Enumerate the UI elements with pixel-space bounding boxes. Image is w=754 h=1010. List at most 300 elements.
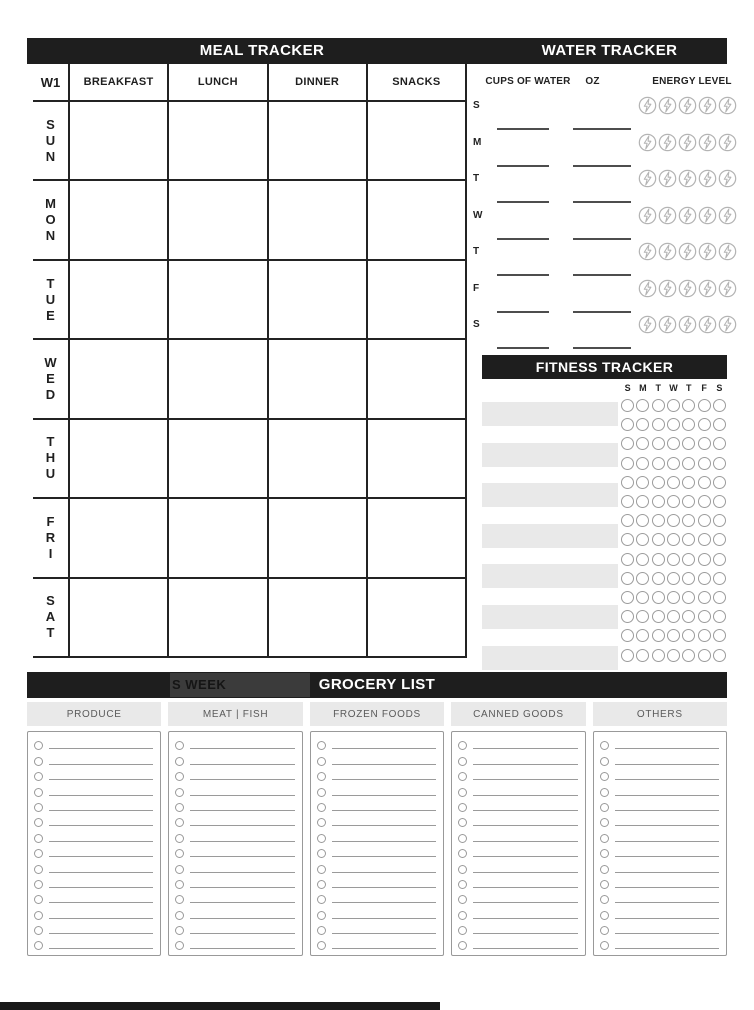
meal-cell-sat-lunch[interactable] — [167, 577, 266, 656]
fitness-circle-r1-c6[interactable] — [713, 418, 726, 431]
fitness-circle-r2-c1[interactable] — [636, 437, 649, 450]
grocery-bullet-circle[interactable] — [600, 741, 609, 750]
fitness-circle-r1-c3[interactable] — [667, 418, 680, 431]
grocery-item-row[interactable] — [172, 860, 297, 875]
energy-bolt-icon[interactable] — [698, 315, 717, 339]
grocery-item-line[interactable] — [332, 893, 436, 903]
fitness-circle-r10-c3[interactable] — [667, 591, 680, 604]
energy-bolt-icon[interactable] — [718, 169, 737, 193]
grocery-bullet-circle[interactable] — [34, 911, 43, 920]
grocery-item-row[interactable] — [597, 845, 722, 860]
grocery-item-line[interactable] — [332, 786, 436, 796]
grocery-bullet-circle[interactable] — [458, 911, 467, 920]
grocery-bullet-circle[interactable] — [34, 803, 43, 812]
grocery-item-line[interactable] — [190, 801, 294, 811]
fitness-circle-r12-c5[interactable] — [698, 629, 711, 642]
grocery-bullet-circle[interactable] — [458, 895, 467, 904]
grocery-item-line[interactable] — [332, 755, 436, 765]
grocery-item-line[interactable] — [332, 770, 436, 780]
grocery-item-row[interactable] — [455, 906, 580, 921]
grocery-item-row[interactable] — [172, 752, 297, 767]
meal-cell-mon-snacks[interactable] — [366, 179, 465, 258]
fitness-circle-r0-c1[interactable] — [636, 399, 649, 412]
grocery-item-row[interactable] — [31, 922, 156, 937]
fitness-circle-r0-c2[interactable] — [652, 399, 665, 412]
grocery-item-line[interactable] — [473, 755, 577, 765]
meal-cell-sat-breakfast[interactable] — [68, 577, 167, 656]
fitness-circle-r12-c0[interactable] — [621, 629, 634, 642]
grocery-item-row[interactable] — [455, 799, 580, 814]
grocery-item-row[interactable] — [597, 906, 722, 921]
grocery-item-line[interactable] — [49, 878, 153, 888]
grocery-item-line[interactable] — [473, 832, 577, 842]
grocery-item-line[interactable] — [49, 909, 153, 919]
grocery-item-row[interactable] — [597, 783, 722, 798]
energy-bolt-icon[interactable] — [678, 96, 697, 120]
fitness-circle-r3-c2[interactable] — [652, 457, 665, 470]
grocery-item-line[interactable] — [190, 909, 294, 919]
grocery-item-line[interactable] — [332, 863, 436, 873]
grocery-item-row[interactable] — [314, 922, 439, 937]
water-cups-line-4[interactable] — [497, 256, 549, 276]
grocery-item-row[interactable] — [455, 752, 580, 767]
grocery-bullet-circle[interactable] — [458, 926, 467, 935]
fitness-circle-r10-c2[interactable] — [652, 591, 665, 604]
fitness-circle-r7-c4[interactable] — [682, 533, 695, 546]
grocery-item-row[interactable] — [172, 922, 297, 937]
energy-bolt-icon[interactable] — [718, 206, 737, 230]
fitness-circle-r7-c2[interactable] — [652, 533, 665, 546]
grocery-item-row[interactable] — [314, 876, 439, 891]
grocery-item-line[interactable] — [49, 755, 153, 765]
grocery-item-line[interactable] — [190, 847, 294, 857]
water-cups-line-0[interactable] — [497, 110, 549, 130]
grocery-item-row[interactable] — [31, 845, 156, 860]
fitness-circle-r5-c2[interactable] — [652, 495, 665, 508]
grocery-item-line[interactable] — [473, 786, 577, 796]
grocery-bullet-circle[interactable] — [34, 865, 43, 874]
fitness-circle-r9-c3[interactable] — [667, 572, 680, 585]
grocery-item-row[interactable] — [31, 737, 156, 752]
grocery-item-row[interactable] — [455, 814, 580, 829]
grocery-item-line[interactable] — [615, 755, 719, 765]
grocery-item-line[interactable] — [49, 863, 153, 873]
fitness-circle-r0-c0[interactable] — [621, 399, 634, 412]
energy-bolt-icon[interactable] — [698, 96, 717, 120]
grocery-bullet-circle[interactable] — [34, 880, 43, 889]
grocery-item-row[interactable] — [172, 799, 297, 814]
grocery-item-line[interactable] — [49, 739, 153, 749]
grocery-item-line[interactable] — [49, 770, 153, 780]
grocery-item-line[interactable] — [473, 863, 577, 873]
energy-bolt-icon[interactable] — [638, 315, 657, 339]
grocery-item-line[interactable] — [332, 878, 436, 888]
energy-bolt-icon[interactable] — [678, 133, 697, 157]
grocery-bullet-circle[interactable] — [458, 834, 467, 843]
fitness-circle-r1-c1[interactable] — [636, 418, 649, 431]
meal-cell-sun-snacks[interactable] — [366, 100, 465, 179]
grocery-bullet-circle[interactable] — [34, 849, 43, 858]
meal-cell-tue-lunch[interactable] — [167, 259, 266, 338]
grocery-item-row[interactable] — [172, 891, 297, 906]
meal-cell-mon-dinner[interactable] — [267, 179, 366, 258]
grocery-item-row[interactable] — [172, 829, 297, 844]
grocery-item-row[interactable] — [597, 937, 722, 952]
fitness-circle-r12-c3[interactable] — [667, 629, 680, 642]
grocery-item-row[interactable] — [314, 845, 439, 860]
energy-bolt-icon[interactable] — [698, 133, 717, 157]
fitness-circle-r5-c3[interactable] — [667, 495, 680, 508]
grocery-bullet-circle[interactable] — [458, 788, 467, 797]
grocery-item-line[interactable] — [332, 909, 436, 919]
energy-bolt-icon[interactable] — [658, 169, 677, 193]
grocery-bullet-circle[interactable] — [175, 757, 184, 766]
grocery-item-line[interactable] — [615, 878, 719, 888]
water-cups-line-3[interactable] — [497, 220, 549, 240]
grocery-bullet-circle[interactable] — [317, 834, 326, 843]
grocery-item-row[interactable] — [31, 814, 156, 829]
energy-bolt-icon[interactable] — [678, 279, 697, 303]
fitness-circle-r13-c3[interactable] — [667, 649, 680, 662]
grocery-item-line[interactable] — [615, 770, 719, 780]
grocery-bullet-circle[interactable] — [317, 911, 326, 920]
grocery-bullet-circle[interactable] — [34, 834, 43, 843]
grocery-bullet-circle[interactable] — [317, 865, 326, 874]
grocery-item-line[interactable] — [190, 739, 294, 749]
grocery-item-row[interactable] — [31, 768, 156, 783]
fitness-circle-r8-c4[interactable] — [682, 553, 695, 566]
fitness-circle-r8-c5[interactable] — [698, 553, 711, 566]
grocery-item-line[interactable] — [190, 893, 294, 903]
grocery-item-row[interactable] — [455, 768, 580, 783]
grocery-bullet-circle[interactable] — [317, 757, 326, 766]
fitness-circle-r12-c2[interactable] — [652, 629, 665, 642]
fitness-circle-r13-c1[interactable] — [636, 649, 649, 662]
grocery-bullet-circle[interactable] — [34, 926, 43, 935]
water-oz-line-0[interactable] — [573, 110, 631, 130]
grocery-item-line[interactable] — [473, 770, 577, 780]
energy-bolt-icon[interactable] — [678, 315, 697, 339]
fitness-circle-r11-c3[interactable] — [667, 610, 680, 623]
fitness-circle-r7-c0[interactable] — [621, 533, 634, 546]
water-cups-line-2[interactable] — [497, 183, 549, 203]
grocery-bullet-circle[interactable] — [317, 818, 326, 827]
grocery-item-line[interactable] — [473, 924, 577, 934]
grocery-item-row[interactable] — [597, 922, 722, 937]
fitness-circle-r9-c6[interactable] — [713, 572, 726, 585]
fitness-circle-r6-c3[interactable] — [667, 514, 680, 527]
grocery-item-line[interactable] — [332, 801, 436, 811]
grocery-item-row[interactable] — [172, 814, 297, 829]
grocery-item-row[interactable] — [31, 876, 156, 891]
grocery-item-row[interactable] — [314, 799, 439, 814]
grocery-item-row[interactable] — [314, 937, 439, 952]
fitness-circle-r0-c6[interactable] — [713, 399, 726, 412]
fitness-circle-r2-c3[interactable] — [667, 437, 680, 450]
fitness-activity-box-1[interactable] — [482, 443, 618, 467]
water-oz-line-6[interactable] — [573, 329, 631, 349]
water-cups-line-6[interactable] — [497, 329, 549, 349]
grocery-item-line[interactable] — [473, 909, 577, 919]
grocery-bullet-circle[interactable] — [600, 880, 609, 889]
meal-cell-mon-lunch[interactable] — [167, 179, 266, 258]
meal-cell-thu-lunch[interactable] — [167, 418, 266, 497]
grocery-bullet-circle[interactable] — [175, 941, 184, 950]
grocery-item-row[interactable] — [314, 752, 439, 767]
fitness-circle-r6-c2[interactable] — [652, 514, 665, 527]
grocery-bullet-circle[interactable] — [317, 926, 326, 935]
grocery-bullet-circle[interactable] — [34, 788, 43, 797]
grocery-bullet-circle[interactable] — [600, 849, 609, 858]
grocery-bullet-circle[interactable] — [600, 911, 609, 920]
grocery-bullet-circle[interactable] — [175, 895, 184, 904]
grocery-item-row[interactable] — [172, 783, 297, 798]
energy-bolt-icon[interactable] — [678, 169, 697, 193]
grocery-item-row[interactable] — [31, 937, 156, 952]
meal-cell-tue-dinner[interactable] — [267, 259, 366, 338]
fitness-circle-r10-c4[interactable] — [682, 591, 695, 604]
fitness-circle-r3-c1[interactable] — [636, 457, 649, 470]
grocery-item-line[interactable] — [615, 863, 719, 873]
energy-bolt-icon[interactable] — [718, 279, 737, 303]
grocery-item-line[interactable] — [49, 847, 153, 857]
fitness-circle-r6-c4[interactable] — [682, 514, 695, 527]
grocery-item-row[interactable] — [455, 937, 580, 952]
grocery-bullet-circle[interactable] — [175, 926, 184, 935]
fitness-circle-r5-c4[interactable] — [682, 495, 695, 508]
grocery-bullet-circle[interactable] — [600, 834, 609, 843]
meal-cell-sat-dinner[interactable] — [267, 577, 366, 656]
grocery-bullet-circle[interactable] — [600, 757, 609, 766]
fitness-circle-r4-c5[interactable] — [698, 476, 711, 489]
grocery-item-row[interactable] — [455, 737, 580, 752]
fitness-activity-box-2[interactable] — [482, 483, 618, 507]
grocery-bullet-circle[interactable] — [458, 757, 467, 766]
energy-bolt-icon[interactable] — [718, 133, 737, 157]
fitness-circle-r10-c6[interactable] — [713, 591, 726, 604]
grocery-item-line[interactable] — [615, 939, 719, 949]
grocery-item-row[interactable] — [31, 860, 156, 875]
grocery-item-line[interactable] — [190, 924, 294, 934]
fitness-circle-r13-c4[interactable] — [682, 649, 695, 662]
fitness-circle-r1-c5[interactable] — [698, 418, 711, 431]
meal-cell-fri-lunch[interactable] — [167, 497, 266, 576]
grocery-bullet-circle[interactable] — [34, 818, 43, 827]
grocery-item-line[interactable] — [190, 770, 294, 780]
grocery-item-row[interactable] — [172, 845, 297, 860]
grocery-bullet-circle[interactable] — [458, 941, 467, 950]
grocery-bullet-circle[interactable] — [317, 941, 326, 950]
grocery-item-row[interactable] — [597, 814, 722, 829]
fitness-circle-r3-c3[interactable] — [667, 457, 680, 470]
fitness-circle-r11-c6[interactable] — [713, 610, 726, 623]
fitness-circle-r6-c5[interactable] — [698, 514, 711, 527]
fitness-circle-r3-c6[interactable] — [713, 457, 726, 470]
grocery-item-row[interactable] — [314, 829, 439, 844]
grocery-item-row[interactable] — [314, 737, 439, 752]
fitness-circle-r2-c4[interactable] — [682, 437, 695, 450]
grocery-bullet-circle[interactable] — [317, 895, 326, 904]
grocery-item-row[interactable] — [597, 768, 722, 783]
grocery-item-row[interactable] — [597, 752, 722, 767]
grocery-item-row[interactable] — [597, 876, 722, 891]
fitness-circle-r5-c1[interactable] — [636, 495, 649, 508]
fitness-circle-r13-c6[interactable] — [713, 649, 726, 662]
grocery-item-row[interactable] — [31, 752, 156, 767]
grocery-item-row[interactable] — [314, 891, 439, 906]
energy-bolt-icon[interactable] — [638, 279, 657, 303]
grocery-item-line[interactable] — [615, 832, 719, 842]
grocery-item-line[interactable] — [332, 924, 436, 934]
meal-cell-mon-breakfast[interactable] — [68, 179, 167, 258]
energy-bolt-icon[interactable] — [658, 242, 677, 266]
grocery-item-line[interactable] — [473, 816, 577, 826]
fitness-circle-r13-c0[interactable] — [621, 649, 634, 662]
fitness-circle-r9-c0[interactable] — [621, 572, 634, 585]
grocery-item-row[interactable] — [31, 799, 156, 814]
energy-bolt-icon[interactable] — [678, 242, 697, 266]
fitness-circle-r7-c5[interactable] — [698, 533, 711, 546]
grocery-item-line[interactable] — [615, 739, 719, 749]
energy-bolt-icon[interactable] — [718, 96, 737, 120]
fitness-circle-r1-c4[interactable] — [682, 418, 695, 431]
grocery-bullet-circle[interactable] — [175, 880, 184, 889]
grocery-item-row[interactable] — [597, 737, 722, 752]
grocery-bullet-circle[interactable] — [458, 849, 467, 858]
water-oz-line-3[interactable] — [573, 220, 631, 240]
meal-cell-sun-breakfast[interactable] — [68, 100, 167, 179]
grocery-bullet-circle[interactable] — [34, 757, 43, 766]
grocery-item-line[interactable] — [473, 893, 577, 903]
water-cups-line-5[interactable] — [497, 293, 549, 313]
meal-cell-thu-breakfast[interactable] — [68, 418, 167, 497]
grocery-item-row[interactable] — [455, 860, 580, 875]
grocery-item-row[interactable] — [455, 876, 580, 891]
grocery-item-line[interactable] — [473, 878, 577, 888]
fitness-circle-r5-c5[interactable] — [698, 495, 711, 508]
grocery-bullet-circle[interactable] — [317, 880, 326, 889]
grocery-item-line[interactable] — [473, 939, 577, 949]
fitness-circle-r9-c2[interactable] — [652, 572, 665, 585]
energy-bolt-icon[interactable] — [678, 206, 697, 230]
grocery-item-line[interactable] — [190, 863, 294, 873]
energy-bolt-icon[interactable] — [638, 133, 657, 157]
energy-bolt-icon[interactable] — [638, 96, 657, 120]
grocery-bullet-circle[interactable] — [458, 865, 467, 874]
grocery-item-row[interactable] — [172, 737, 297, 752]
grocery-bullet-circle[interactable] — [600, 865, 609, 874]
grocery-bullet-circle[interactable] — [600, 788, 609, 797]
grocery-item-line[interactable] — [615, 816, 719, 826]
fitness-circle-r4-c4[interactable] — [682, 476, 695, 489]
grocery-item-row[interactable] — [31, 783, 156, 798]
grocery-item-row[interactable] — [314, 906, 439, 921]
fitness-circle-r6-c6[interactable] — [713, 514, 726, 527]
meal-cell-sun-dinner[interactable] — [267, 100, 366, 179]
grocery-item-line[interactable] — [332, 739, 436, 749]
water-oz-line-2[interactable] — [573, 183, 631, 203]
water-cups-line-1[interactable] — [497, 147, 549, 167]
fitness-circle-r2-c2[interactable] — [652, 437, 665, 450]
fitness-circle-r3-c4[interactable] — [682, 457, 695, 470]
grocery-item-row[interactable] — [31, 891, 156, 906]
grocery-item-row[interactable] — [597, 860, 722, 875]
meal-cell-thu-snacks[interactable] — [366, 418, 465, 497]
grocery-item-line[interactable] — [332, 832, 436, 842]
fitness-circle-r5-c6[interactable] — [713, 495, 726, 508]
grocery-bullet-circle[interactable] — [34, 741, 43, 750]
grocery-item-line[interactable] — [332, 816, 436, 826]
meal-cell-tue-breakfast[interactable] — [68, 259, 167, 338]
meal-cell-sat-snacks[interactable] — [366, 577, 465, 656]
fitness-circle-r0-c5[interactable] — [698, 399, 711, 412]
meal-cell-wed-snacks[interactable] — [366, 338, 465, 417]
energy-bolt-icon[interactable] — [638, 206, 657, 230]
fitness-circle-r7-c6[interactable] — [713, 533, 726, 546]
grocery-item-row[interactable] — [597, 891, 722, 906]
grocery-item-line[interactable] — [49, 816, 153, 826]
fitness-circle-r8-c1[interactable] — [636, 553, 649, 566]
grocery-bullet-circle[interactable] — [175, 834, 184, 843]
grocery-item-row[interactable] — [455, 922, 580, 937]
grocery-item-row[interactable] — [172, 937, 297, 952]
fitness-circle-r11-c4[interactable] — [682, 610, 695, 623]
fitness-circle-r12-c4[interactable] — [682, 629, 695, 642]
grocery-item-row[interactable] — [455, 783, 580, 798]
grocery-item-row[interactable] — [314, 768, 439, 783]
fitness-circle-r4-c2[interactable] — [652, 476, 665, 489]
grocery-item-row[interactable] — [31, 906, 156, 921]
grocery-item-line[interactable] — [190, 786, 294, 796]
energy-bolt-icon[interactable] — [638, 242, 657, 266]
energy-bolt-icon[interactable] — [658, 279, 677, 303]
grocery-item-row[interactable] — [172, 768, 297, 783]
grocery-bullet-circle[interactable] — [175, 772, 184, 781]
grocery-item-line[interactable] — [615, 801, 719, 811]
grocery-bullet-circle[interactable] — [34, 772, 43, 781]
grocery-item-line[interactable] — [615, 893, 719, 903]
grocery-item-row[interactable] — [597, 829, 722, 844]
grocery-bullet-circle[interactable] — [458, 818, 467, 827]
grocery-bullet-circle[interactable] — [317, 788, 326, 797]
energy-bolt-icon[interactable] — [658, 96, 677, 120]
grocery-item-line[interactable] — [332, 939, 436, 949]
meal-cell-sun-lunch[interactable] — [167, 100, 266, 179]
grocery-bullet-circle[interactable] — [317, 849, 326, 858]
meal-cell-thu-dinner[interactable] — [267, 418, 366, 497]
fitness-circle-r12-c6[interactable] — [713, 629, 726, 642]
meal-cell-wed-lunch[interactable] — [167, 338, 266, 417]
grocery-bullet-circle[interactable] — [175, 818, 184, 827]
grocery-bullet-circle[interactable] — [458, 880, 467, 889]
fitness-circle-r10-c1[interactable] — [636, 591, 649, 604]
grocery-item-row[interactable] — [314, 783, 439, 798]
fitness-activity-box-3[interactable] — [482, 524, 618, 548]
grocery-item-row[interactable] — [314, 860, 439, 875]
fitness-circle-r11-c0[interactable] — [621, 610, 634, 623]
energy-bolt-icon[interactable] — [698, 169, 717, 193]
grocery-bullet-circle[interactable] — [458, 741, 467, 750]
fitness-circle-r6-c1[interactable] — [636, 514, 649, 527]
grocery-item-line[interactable] — [49, 893, 153, 903]
grocery-item-row[interactable] — [455, 829, 580, 844]
grocery-item-line[interactable] — [615, 786, 719, 796]
energy-bolt-icon[interactable] — [658, 315, 677, 339]
grocery-item-row[interactable] — [597, 799, 722, 814]
fitness-circle-r4-c3[interactable] — [667, 476, 680, 489]
fitness-circle-r9-c5[interactable] — [698, 572, 711, 585]
fitness-circle-r10-c5[interactable] — [698, 591, 711, 604]
